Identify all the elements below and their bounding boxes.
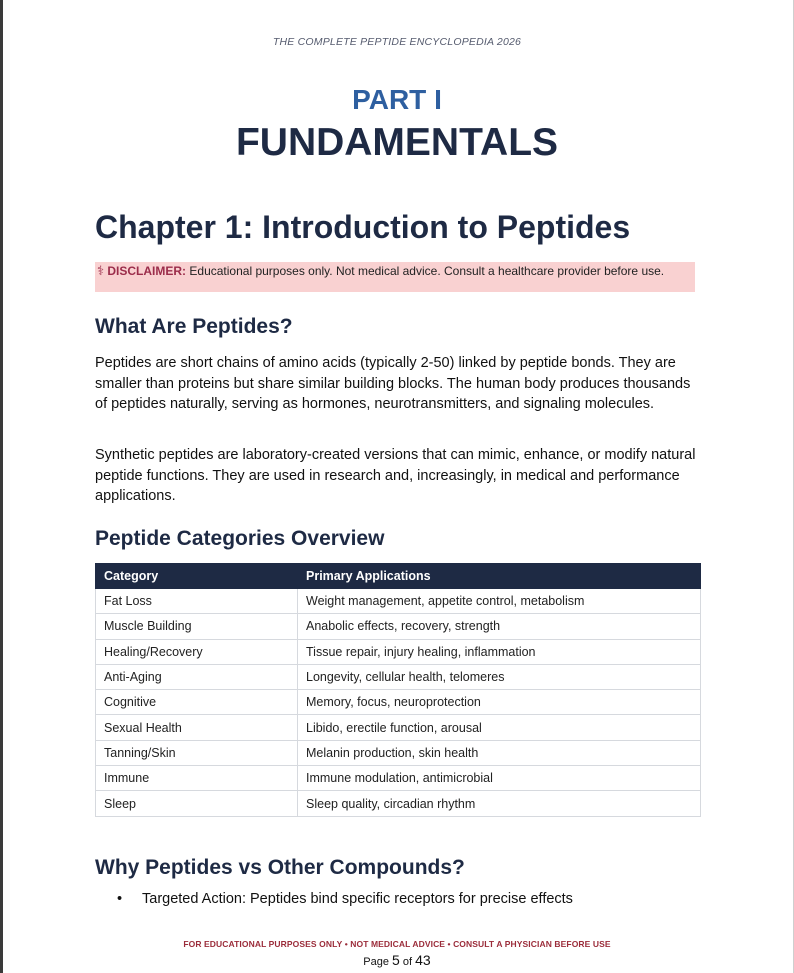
section-heading-why-peptides: Why Peptides vs Other Compounds? [95, 856, 465, 879]
disclaimer-label: DISCLAIMER: [107, 264, 187, 278]
list-item [95, 891, 573, 907]
table-row [96, 589, 701, 614]
page-of: of [402, 956, 413, 968]
applications-cell: Melanin production, skin health [298, 740, 701, 765]
bullet-icon: • [117, 891, 123, 907]
running-header: THE COMPLETE PEPTIDE ENCYCLOPEDIA 2026 [272, 36, 522, 48]
applications-cell: Libido, erectile function, arousal [298, 715, 701, 740]
table-row [96, 791, 701, 816]
applications-cell: Anabolic effects, recovery, strength [298, 614, 701, 639]
footer-disclaimer: FOR EDUCATIONAL PURPOSES ONLY • NOT MEDICAL ADVICE • CONSULT A PHYSICIAN BEFORE USE [183, 939, 611, 949]
paragraph-synthetic-peptides: Synthetic peptides are laboratory-created versions that can mimic, enhance, or modify natural peptide functions. They are used in research and, increasingly, in medical and performance applications. [95, 447, 696, 504]
category-cell: Cognitive [96, 690, 298, 715]
applications-cell: Weight management, appetite control, metabolism [298, 589, 701, 614]
column-header-applications: Primary Applications [298, 564, 701, 589]
page-current: 5 [392, 952, 400, 968]
list-item-text: Targeted Action: Peptides bind specific receptors for precise effects [142, 891, 573, 907]
table-row [96, 614, 701, 639]
why-peptides-list [95, 891, 573, 907]
table-row [96, 664, 701, 689]
table-row [96, 715, 701, 740]
category-cell: Tanning/Skin [96, 740, 298, 765]
table-row [96, 740, 701, 765]
column-header-category: Category [96, 564, 298, 589]
section-heading-categories: Peptide Categories Overview [95, 527, 385, 550]
disclaimer-banner [95, 262, 695, 292]
paragraph-peptides-definition: Peptides are short chains of amino acids (typically 2-50) linked by peptide bonds. They are smaller than proteins but share similar building blocks. The human body produces thousands of peptides naturally, serving as hormones, neurotransmitters, and signaling molecules. [95, 355, 691, 412]
page-total: 43 [415, 952, 431, 968]
disclaimer-text: Educational purposes only. Not medical advice. Consult a healthcare provider before use. [189, 264, 665, 278]
table-row [96, 690, 701, 715]
applications-cell: Immune modulation, antimicrobial [298, 766, 701, 791]
category-cell: Sleep [96, 791, 298, 816]
caduceus-icon: ⚕ [97, 263, 105, 278]
applications-cell: Tissue repair, injury healing, inflammation [298, 639, 701, 664]
category-cell: Muscle Building [96, 614, 298, 639]
applications-cell: Memory, focus, neuroprotection [298, 690, 701, 715]
categories-table [95, 563, 701, 817]
part-title: FUNDAMENTALS [235, 121, 559, 164]
category-cell: Healing/Recovery [96, 639, 298, 664]
part-label: PART I [352, 84, 442, 115]
section-heading-what-are-peptides: What Are Peptides? [95, 315, 293, 338]
page-number [0, 952, 794, 968]
applications-cell: Longevity, cellular health, telomeres [298, 664, 701, 689]
category-cell: Immune [96, 766, 298, 791]
category-cell: Sexual Health [96, 715, 298, 740]
applications-cell: Sleep quality, circadian rhythm [298, 791, 701, 816]
table-row [96, 639, 701, 664]
chapter-title: Chapter 1: Introduction to Peptides [95, 209, 631, 245]
table-row [96, 766, 701, 791]
category-cell: Fat Loss [96, 589, 298, 614]
page-prefix: Page [363, 956, 389, 968]
table-header-row [96, 564, 701, 589]
category-cell: Anti-Aging [96, 664, 298, 689]
